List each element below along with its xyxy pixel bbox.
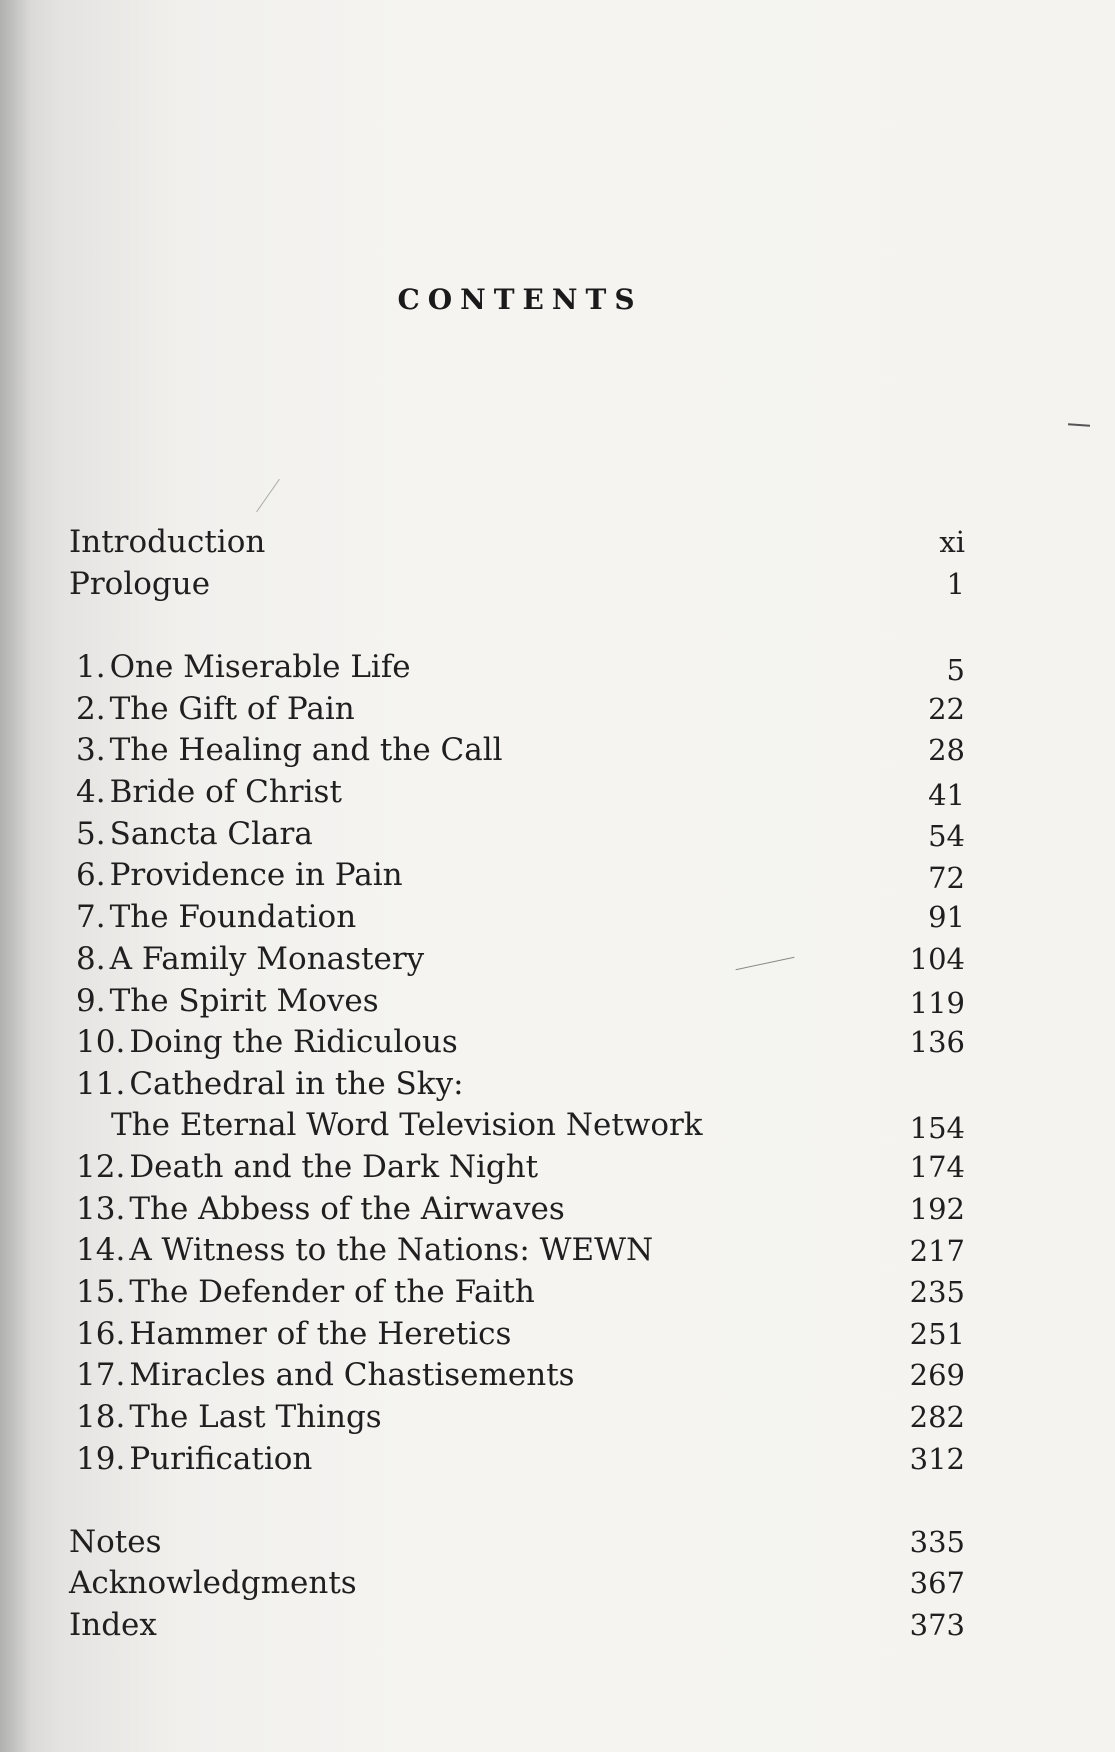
toc-page-chapter-17: 269 bbox=[909, 1358, 965, 1392]
toc-chapter-14 bbox=[76, 1230, 653, 1270]
chapter-number: 8. bbox=[76, 941, 106, 977]
toc-page-prologue: 1 bbox=[946, 567, 965, 601]
chapter-number: 4. bbox=[76, 774, 106, 810]
toc-chapter-7 bbox=[76, 897, 356, 937]
toc-chapter-12 bbox=[76, 1147, 538, 1187]
toc-chapter-3 bbox=[76, 730, 503, 770]
chapter-number: 5. bbox=[76, 816, 106, 852]
toc-page-chapter-14: 217 bbox=[909, 1234, 965, 1268]
toc-page-chapter-12: 174 bbox=[909, 1150, 965, 1184]
toc-chapter-8 bbox=[76, 939, 424, 979]
toc-chapter-19 bbox=[76, 1439, 312, 1479]
chapter-number: 9. bbox=[76, 983, 106, 1019]
chapter-number: 13. bbox=[76, 1191, 126, 1227]
toc-entry-prologue: Prologue bbox=[69, 566, 211, 602]
toc-page-chapter-9: 119 bbox=[909, 986, 965, 1020]
toc-page-chapter-2: 22 bbox=[928, 692, 965, 726]
chapter-title: The Last Things bbox=[129, 1399, 382, 1435]
scan-mark bbox=[256, 479, 280, 512]
toc-page-index: 373 bbox=[909, 1608, 965, 1642]
toc-page-chapter-6: 72 bbox=[928, 861, 965, 895]
toc-page-chapter-7: 91 bbox=[928, 900, 965, 934]
chapter-title: A Witness to the Nations: WEWN bbox=[129, 1232, 654, 1268]
toc-page-chapter-11: 154 bbox=[909, 1111, 965, 1145]
toc-chapter-5 bbox=[76, 814, 313, 854]
chapter-title: Providence in Pain bbox=[109, 857, 403, 893]
chapter-title: The Foundation bbox=[109, 899, 357, 935]
chapter-title: Hammer of the Heretics bbox=[129, 1316, 512, 1352]
toc-chapter-17 bbox=[76, 1355, 575, 1395]
toc-chapter-16 bbox=[76, 1314, 511, 1354]
toc-entry-index: Index bbox=[69, 1607, 157, 1643]
toc-page-chapter-3: 28 bbox=[928, 733, 965, 767]
scan-mark bbox=[736, 957, 795, 970]
chapter-number: 18. bbox=[76, 1399, 126, 1435]
toc-page-notes: 335 bbox=[909, 1525, 965, 1559]
toc-chapter-13 bbox=[76, 1189, 565, 1229]
chapter-title: The Abbess of the Airwaves bbox=[129, 1191, 565, 1227]
toc-chapter-9 bbox=[76, 981, 379, 1021]
scan-mark bbox=[1068, 423, 1090, 427]
toc-page-acknowledgments: 367 bbox=[909, 1566, 965, 1600]
toc-chapter-15 bbox=[76, 1272, 535, 1312]
toc-page-chapter-18: 282 bbox=[909, 1400, 965, 1434]
toc-chapter-10 bbox=[76, 1022, 458, 1062]
toc-page-chapter-15: 235 bbox=[909, 1275, 965, 1309]
toc-page-chapter-1: 5 bbox=[946, 653, 965, 687]
toc-page-introduction: xi bbox=[939, 525, 965, 559]
chapter-title: The Spirit Moves bbox=[109, 983, 379, 1019]
chapter-title: Doing the Ridiculous bbox=[129, 1024, 458, 1060]
chapter-number: 7. bbox=[76, 899, 106, 935]
chapter-number: 1. bbox=[76, 649, 106, 685]
chapter-title: Miracles and Chastisements bbox=[129, 1357, 575, 1393]
toc-chapter-11-continuation: The Eternal Word Television Network bbox=[111, 1107, 703, 1143]
chapter-title: One Miserable Life bbox=[109, 649, 411, 685]
toc-chapter-2 bbox=[76, 689, 355, 729]
chapter-number: 10. bbox=[76, 1024, 126, 1060]
toc-page-chapter-4: 41 bbox=[928, 778, 965, 812]
chapter-title: The Gift of Pain bbox=[109, 691, 355, 727]
chapter-number: 6. bbox=[76, 857, 106, 893]
toc-chapter-1 bbox=[76, 647, 411, 687]
chapter-title: Bride of Christ bbox=[109, 774, 342, 810]
chapter-number: 12. bbox=[76, 1149, 126, 1185]
toc-page-chapter-13: 192 bbox=[909, 1192, 965, 1226]
chapter-title: A Family Monastery bbox=[109, 941, 425, 977]
chapter-number: 19. bbox=[76, 1441, 126, 1477]
toc-chapter-18 bbox=[76, 1397, 382, 1437]
toc-page-chapter-5: 54 bbox=[928, 819, 965, 853]
toc-page-chapter-8: 104 bbox=[909, 942, 965, 976]
toc-page-chapter-19: 312 bbox=[909, 1442, 965, 1476]
contents-heading: CONTENTS bbox=[397, 283, 643, 316]
toc-chapter-6 bbox=[76, 855, 403, 895]
chapter-number: 3. bbox=[76, 732, 106, 768]
toc-page-chapter-10: 136 bbox=[909, 1025, 965, 1059]
chapter-number: 16. bbox=[76, 1316, 126, 1352]
chapter-title: Sancta Clara bbox=[109, 816, 313, 852]
toc-chapter-4 bbox=[76, 772, 342, 812]
chapter-title: Purification bbox=[129, 1441, 313, 1477]
chapter-number: 17. bbox=[76, 1357, 126, 1393]
toc-page-chapter-16: 251 bbox=[909, 1317, 965, 1351]
chapter-title: The Defender of the Faith bbox=[129, 1274, 535, 1310]
toc-chapter-11 bbox=[76, 1064, 464, 1104]
chapter-number: 14. bbox=[76, 1232, 126, 1268]
toc-entry-notes: Notes bbox=[69, 1524, 162, 1560]
chapter-number: 2. bbox=[76, 691, 106, 727]
chapter-number: 11. bbox=[76, 1066, 126, 1102]
toc-entry-introduction: Introduction bbox=[69, 524, 266, 560]
toc-entry-acknowledgments: Acknowledgments bbox=[69, 1565, 357, 1601]
chapter-number: 15. bbox=[76, 1274, 126, 1310]
chapter-title: The Healing and the Call bbox=[109, 732, 503, 768]
chapter-title: Cathedral in the Sky: bbox=[129, 1066, 464, 1102]
chapter-title: Death and the Dark Night bbox=[129, 1149, 539, 1185]
